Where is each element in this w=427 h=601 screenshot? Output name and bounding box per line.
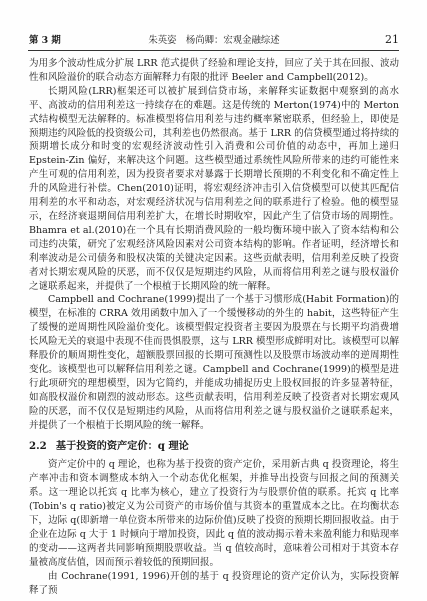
section-title: 基于投资的资产定价：q 理论 [55,440,189,453]
section-number: 2.2 [29,440,47,453]
article-body [29,57,399,598]
paragraph-continued: 为用多个波动性成分扩展 LRR 范式提供了经验和理论支持，回应了关于其在回报、波动性和风险溢价的联合动态方面解释力有限的批评 Beeler and Campbell(2012)。 [29,58,399,83]
paragraph-habit-formation: Campbell and Cochrane(1999)提出了一个基于习惯形成(Habit Formation)的模型，在标准的 CRRA 效用函数中加入了一个缓慢移动的外生的 habit，这些特征产生了缓慢的逆周期性风险溢价变化。该模型假定投资者主要因为股票在与长期平均消费增长风险无关的衰退中表现不佳而畏惧股票，这与 LRR 模型形成鲜明对比。该模型可以解释股价的顺周期性变化，超额股票回报的长期可预测性以及股票市场波动率的逆周期性变化。该模型也可以解释信用利差之谜。Campbell and Cochrane(1999)的模型是进行此项研究的理想模型，因为它简约，并能成功捕捉历史上股权回报的许多显著特征，如高股权溢价和剧烈的波动形态。这些贡献表明，信用利差反映了投资者对长期宏观风险的厌恶，而不仅仅是短期违约风险，从而将信用利差之谜与股权溢价之谜联系起来，并提供了一个根植于长期风险的统一解释。 [29,294,399,431]
running-header [29,34,399,47]
issue-label: 第 3 期 [29,35,61,46]
header-rule [28,50,399,51]
section-heading [29,439,399,453]
running-title: 朱英姿 杨尚卿：宏观金融综述 [148,35,280,46]
paragraph-cochrane: 由 Cochrane(1991, 1996)开创的基于 q 投资理论的资产定价认为，实际投资解释了预 [29,570,399,596]
paragraph-q-theory: 资产定价中的 q 理论，也称为基于投资的资产定价，采用新古典 q 投资理论，将生产率冲击和资本调整成本纳入一个动态优化框架，并推导出投资与回报之间的预测关系。这一理论以托宾 q 比率为核心，建立了投资行为与股票价值的联系。托宾 q 比率(Tobin's q ratio)被定义为公司资产的市场价值与其资本的重置成本之比。在均衡状态下，边际 q(即新增一单位资本所带来的边际价值)反映了投资的预期长期回报收益。由于企业在边际 q 大于 1 时倾向于增加投资，因此 q 值的波动揭示着未来盈利能力和贴现率的变动——这两者共同影响预期股票收益。当 q 值较高时，意味着公司相对于其资本存量被高度估值，因而预示着较低的预期回报。 [29,459,399,568]
page-number: 21 [385,33,399,46]
paragraph-lrr-credit: 长期风险(LRR)框架还可以被扩展到信贷市场，来解释实证数据中观察到的高水平、高波动的信用利差这一持续存在的难题。这是传统的 Merton(1974)中的 Merton 式结构模型无法解释的。标准模型将信用利差与违约概率紧密联系，但经验上，即使是预期违约风险低的投资级公司，其利差也仍然很高。基于 LRR 的信贷模型通过将持续的预期增长成分和时变的宏观经济波动性引入消费和公司价值的动态中，再加上递归 Epstein-Zin 偏好，来解决这个问题。这些模型通过系统性风险所带来的违约可能性来产生可观的信用利差，因为投资者要求对暴露于长期增长预期的不利变化和不确定性上升的风险进行补偿。Chen(2010)证明，将宏观经济冲击引入信贷模型可以使其匹配信用利差的水平和动态，对宏观经济状况与信用利差之间的联系进行了检验。他的模型显示，在经济衰退期间信用利差扩大，在增长时期收窄，因此产生了信贷市场的周期性。Bhamra et al.(2010)在一个具有长期消费风险的一般均衡环境中嵌入了资本结构和公司违约决策，研究了宏观经济风险因素对公司资本结构的影响。作者证明，经济增长和利率波动是公司债务和股权决策的关键决定因素。这些贡献表明，信用利差反映了投资者对长期宏观风险的厌恶，而不仅仅是短期违约风险，从而将信用利差之谜与股权溢价之谜联系起来，并提供了一个根植于长期风险的统一解释。 [29,85,399,292]
